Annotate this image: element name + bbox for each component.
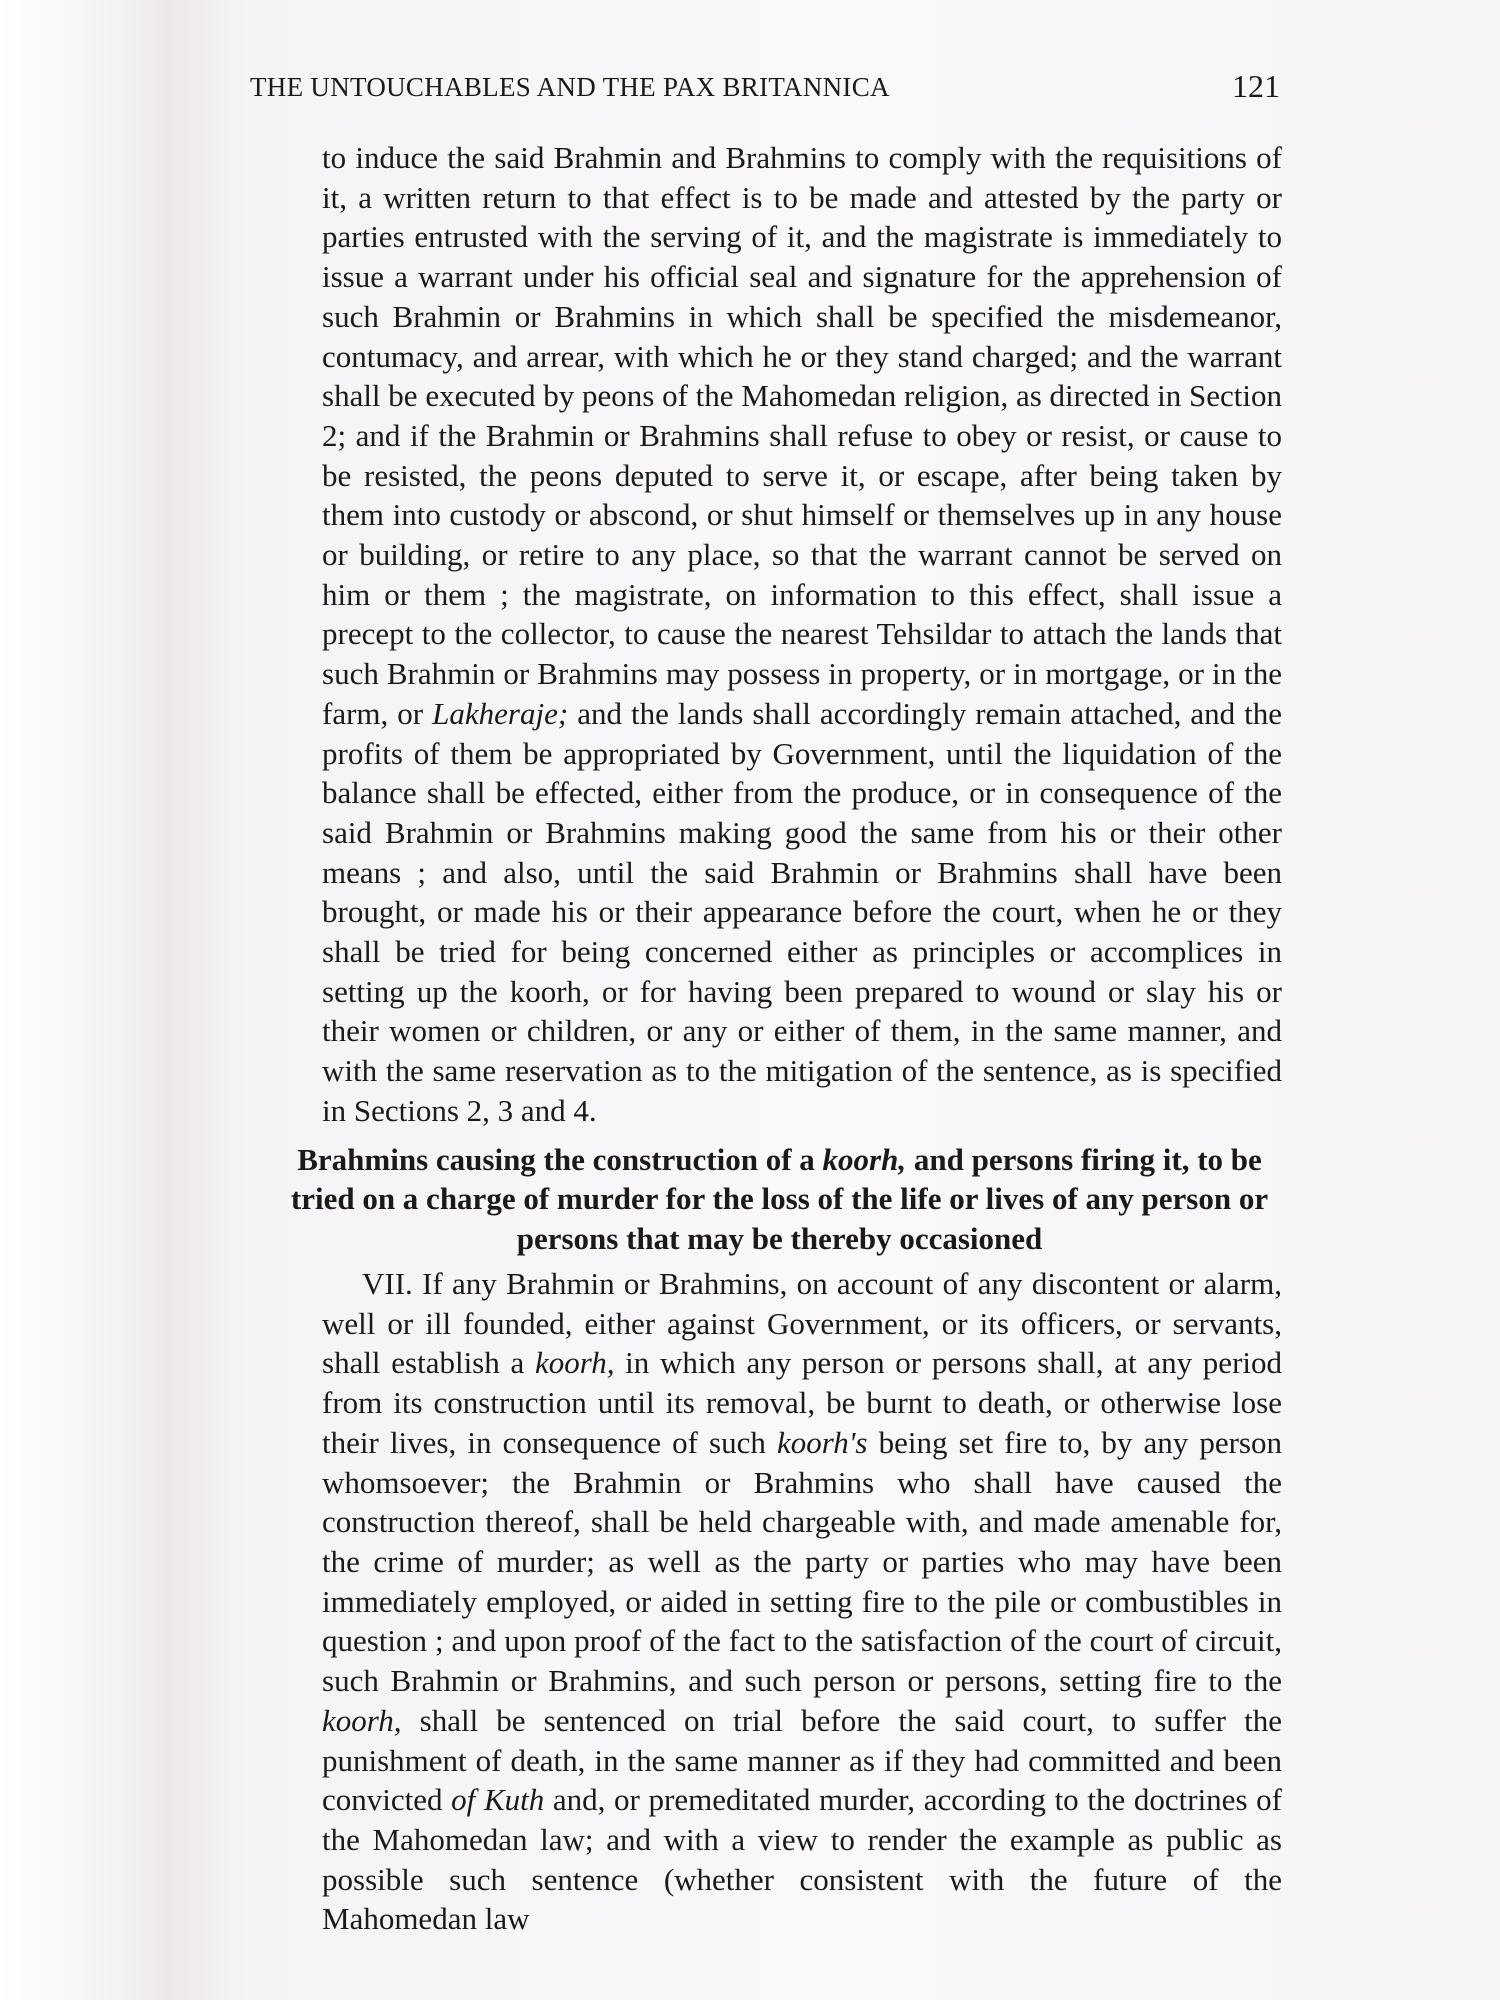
italic-term: koorh,: [322, 1702, 402, 1738]
section-heading: [277, 1140, 1282, 1259]
italic-term: Lakheraje;: [432, 695, 569, 731]
paragraph-continuation: [322, 138, 1282, 1131]
italic-term: of Kuth: [451, 1782, 545, 1818]
text-run: and, or premeditated murder, according to the doctrines of the Mahomedan law; and with a view to render the example as public as possible such sentence (whether consistent with the future of the Mahomedan law: [322, 1782, 1282, 1937]
page-number: 121: [1232, 68, 1280, 104]
italic-term: koorh's: [777, 1424, 868, 1460]
text-run: in which any person or persons shall, at any period from its construction until its removal, be burnt to death, or otherwise lose their lives, in consequence of such: [322, 1345, 1283, 1460]
running-head-title: THE UNTOUCHABLES AND THE PAX BRITANNICA: [250, 72, 890, 102]
heading-text: Brahmins causing the construction of a: [297, 1141, 823, 1177]
page-body: [290, 138, 1283, 1939]
italic-term: koorh,: [534, 1345, 615, 1381]
heading-text: and persons firing it, to be tried on a charge of murder for the loss of the life or lives of any person or persons that may be thereby occasioned: [290, 1141, 1269, 1256]
text-run: to induce the said Brahmin and Brahmins to comply with the requisitions of it, a written return to that effect is to be made and attested by the party or parties entrusted with the serving of it, and the magistrate is immediately to issue a warrant under his official seal and signature for the apprehension of such Brahmin or Brahmins in which shall be specified the misdemeanor, contumacy, and arrear, with which he or they stand charged; and the warrant shall be executed by peons of the Mahomedan religion, as directed in Section 2; and if the Brahmin or Brahmins shall refuse to obey or resist, or cause to be resisted, the peons deputed to serve it, or escape, after being taken by them into custody or abscond, or shut himself or themselves up in any house or building, or retire to any place, so that the warrant cannot be served on him or them ; the magistrate, on information to this effect, shall issue a precept to the collector, to cause the nearest Tehsildar to attach the lands that such Brahmin or Brahmins may possess in property, or in mortgage, or in the farm, or: [322, 140, 1282, 731]
page-gutter: [0, 0, 175, 2000]
paragraph-section-vii: [322, 1264, 1282, 1939]
text-run: and the lands shall accordingly remain attached, and the profits of them be appropriated by Government, until the liquidation of the balance shall be effected, either from the produce, or in consequence of the said Brahmin or Brahmins making good the same from his or their other means ; and also, until the said Brahmin or Brahmins shall have been brought, or made his or their appearance before the court, when he or they shall be tried for being concerned either as principles or accomplices in setting up the koorh, or for having been prepared to wound or slay his or their women or children, or any or either of them, in the same manner, and with the same reservation as to the mitigation of the sentence, as is specified in Sections 2, 3 and 4.: [322, 695, 1283, 1128]
text-run: VII. If any Brahmin or Brahmins, on account of any discontent or alarm, well or ill founded, either against Government, or its officers, or servants, shall establish a: [322, 1266, 1282, 1381]
text-run: being set fire to, by any person whomsoever; the Brahmin or Brahmins who shall have caused the construction thereof, shall be held chargeable with, and made amenable for, the crime of murder; as well as the party or parties who may have been immediately employed, or aided in setting fire to the pile or combustibles in question ; and upon proof of the fact to the satisfaction of the court of circuit, such Brahmin or Brahmins, and such person or persons, setting fire to the: [322, 1424, 1282, 1699]
text-run: shall be sentenced on trial before the said court, to suffer the punishment of death, in the same manner as if they had committed and been convicted: [322, 1702, 1282, 1818]
heading-italic-term: koorh,: [822, 1141, 907, 1177]
running-head: [250, 68, 1280, 112]
